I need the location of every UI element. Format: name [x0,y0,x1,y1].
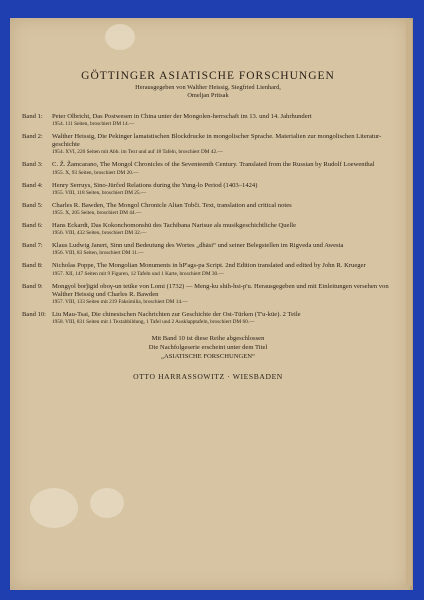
volume-label: Band 2: [22,133,43,141]
volume-details: 1955. X, 93 Seiten, broschiert DM 20.— [52,169,139,176]
volume-details: 1958. VIII, 831 Seiten mit 1 Textabbildung, 1 Tafel und 2 Ausklapptafeln, broschiert DM 60.— [52,319,255,326]
volume-entry [22,202,394,217]
volume-title: Klaus Ludwig Janert, Sinn und Bedeutung des Wortes „dhāsi“ und seiner Belegstellen im Rigveda und Awesta [52,242,344,250]
editors-line: Herausgegeben von Walther Heissig, Siegfried Lienhard, [135,84,281,91]
paper-wear-spot [30,488,78,528]
closing-line: Die Nachfolgeserie erscheint unter dem Titel [148,344,268,352]
editors-line: Omeljan Pritsak [187,92,229,100]
volume-label: Band 3: [22,161,43,169]
volume-label: Band 1: [22,112,43,120]
volume-title: C. Ž. Žamcarano, The Mongol Chronicles of the Seventeenth Century. Translated from the Russian by Rudolf Loewenthal [52,161,375,169]
editors [22,84,394,101]
volume-title: Charles R. Bawden, The Mongol Chronicle Altan Tobči. Text, translation and critical notes [52,201,292,209]
volume-title: Henry Serruys, Sino-Jürčed Relations during the Yung-lo Period (1403–1424) [52,181,258,189]
page-edges [406,20,412,586]
volume-label: Band 7: [22,242,43,250]
paper-wear-spot [105,24,135,50]
paper-wear-spot [90,488,124,518]
volume-entry [22,113,394,128]
volume-entry [22,222,394,237]
volume-title: Liu Mau-Tsai, Die chinesischen Nachrichten zur Geschichte der Ost-Türken (T'u-küe). 2 Teile [52,311,301,319]
volume-label: Band 4: [22,181,43,189]
volume-label: Band 6: [22,222,43,230]
volume-entry [22,133,394,156]
volume-label: Band 10: [22,311,46,319]
volume-title: Peter Olbricht, Das Postwesen in China unter der Mongolen-herrschaft im 13. und 14. Jahrhundert [52,112,312,120]
series-title: GÖTTINGER ASIATISCHE FORSCHUNGEN [81,70,335,82]
volume-label: Band 9: [22,282,43,290]
volume-details: 1957. VIII, 133 Seiten mit 219 Faksimilia, broschiert DM 14.— [52,299,188,306]
closing-line: Mit Band 10 ist diese Reihe abgeschlossen [151,335,265,343]
volume-label: Band 5: [22,201,43,209]
volume-label: Band 8: [22,262,43,270]
volume-details: 1956. VIII, 83 Seiten, broschiert DM 11.— [52,250,144,257]
successor-series-title: „ASIATISCHE FORSCHUNGEN“ [161,353,255,361]
volume-details: 1956. VIII, 432 Seiten, broschiert DM 32.— [52,230,147,237]
volume-details: 1957. XII, 147 Seiten mit 9 Figuren, 12 Tafeln und 1 Karte, broschiert DM 30.— [52,270,224,277]
volume-entry [22,283,394,306]
volume-title: Nicholas Poppe, The Mongolian Monuments in hP'ags-pa Script. 2nd Edition translated and edited by John R. Krueger [52,262,366,270]
volume-entry [22,182,394,197]
volume-details: 1954. XVI, 220 Seiten mit Abb. im Text und auf 18 Tafeln, broschiert DM 42.— [52,149,223,156]
volume-entry [22,161,394,176]
publisher-imprint: OTTO HARRASSOWITZ · WIESBADEN [133,372,283,382]
volume-details: 1954. 111 Seiten, broschiert DM 14.— [52,121,135,128]
volume-details: 1955. VIII, 118 Seiten, broschiert DM 25.— [52,189,147,196]
volume-entry [22,311,394,326]
volume-entry [22,242,394,257]
series-closing-note [22,334,394,361]
volume-title: Hans Eckardt, Das Kokonchomonshū des Tachibana Narisue als musikgeschichtliche Quelle [52,222,297,230]
volume-details: 1955. X, 205 Seiten, broschiert DM 44.— [52,210,142,217]
cover-content [22,58,394,381]
volume-list [22,113,394,326]
volume-entry [22,262,394,277]
volume-title: Mongγol borǰigid oboγ-un teüke von Lomi (1732) — Meng-ku shih-hsi-p'u. Herausgegeben und mit Einleitungen versehen von Walther Heissig und Charles R. Bawden [52,282,389,298]
volume-title: Walther Heissig, Die Pekinger lamaistischen Blockdrucke in mongolischer Sprache. Materialien zur mongolischen Literatur-geschichte [52,133,382,149]
